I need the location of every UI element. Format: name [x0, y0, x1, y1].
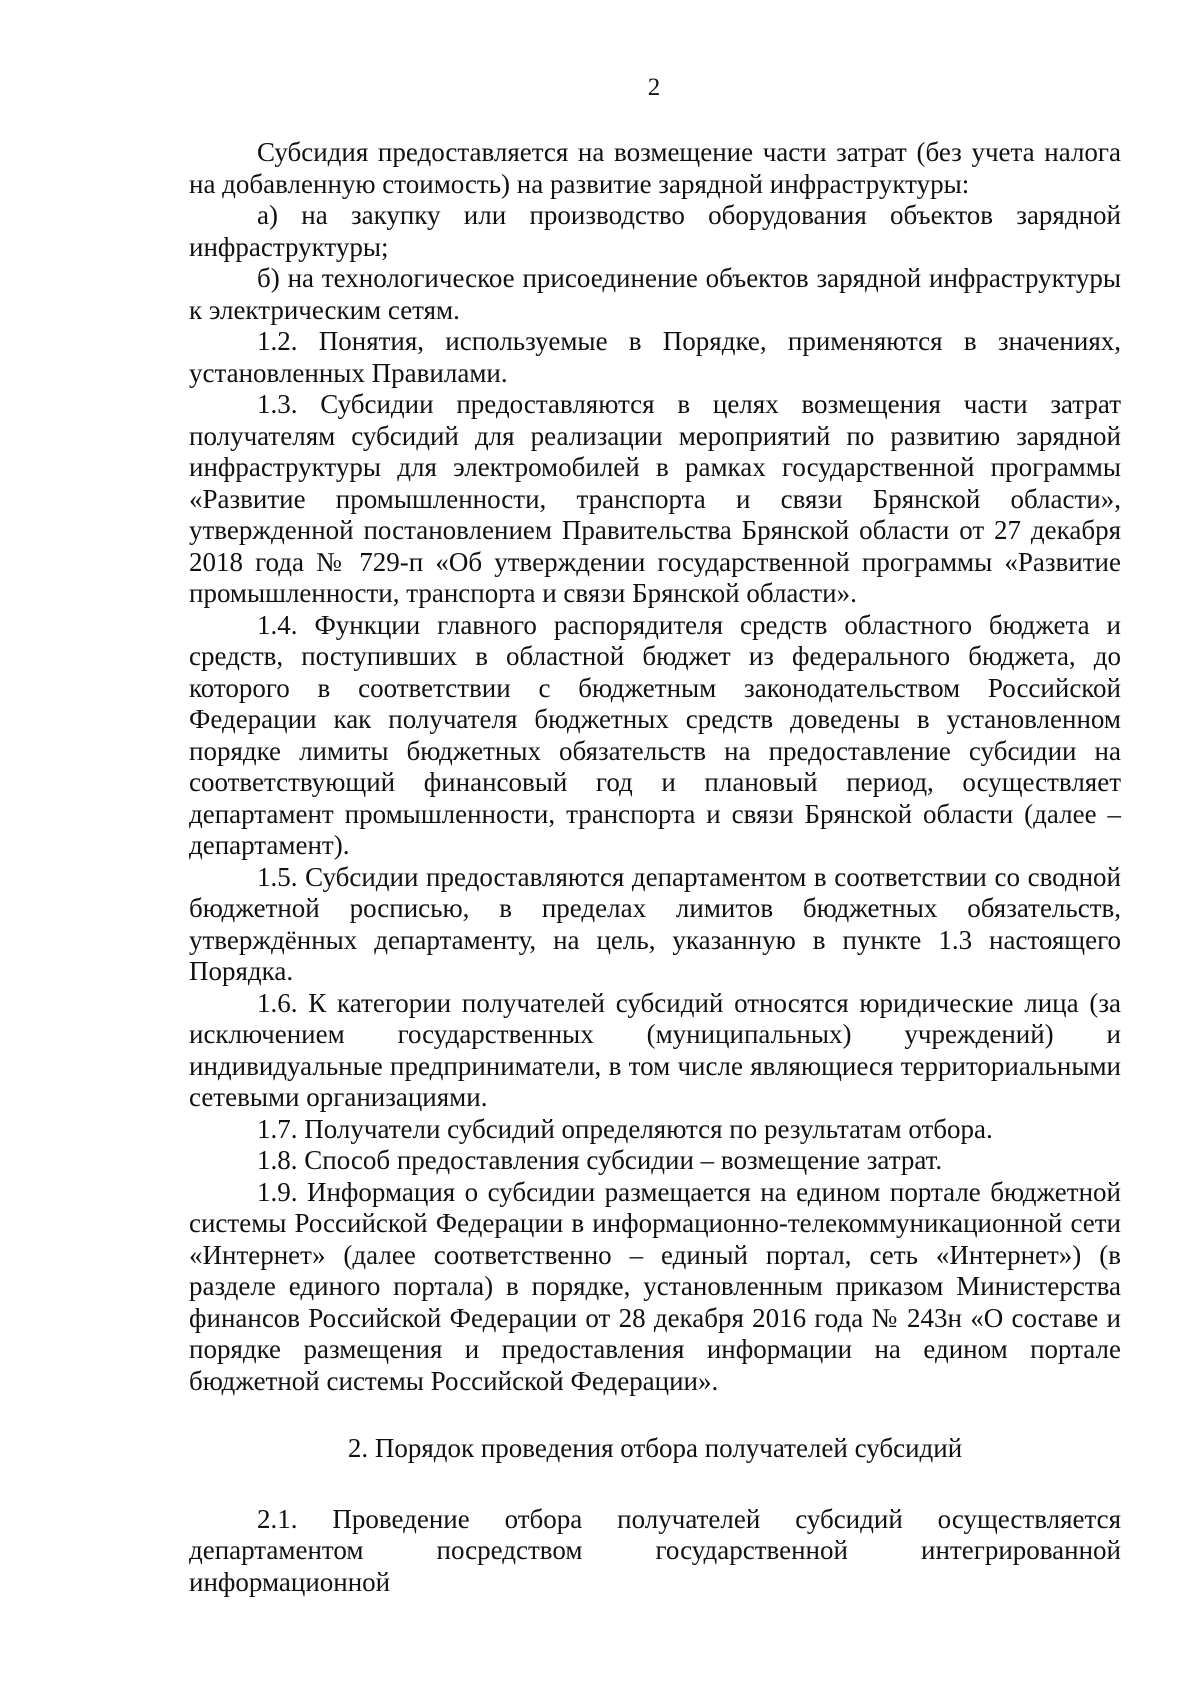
paragraph-1-4: 1.4. Функции главного распорядителя средств областного бюджета и средств, поступивших в областной бюджет из федерального бюджета, до которого в соответствии с бюджетным законодательством Российской Федерации как получателя бюджетных средств доведены в установленном порядке лимиты бюджетных обязательств на предоставление субсидии на соответствующий финансовый год и плановый период, осуществляет департамент промышленности, транспорта и связи Брянской области (далее – департамент). — [189, 609, 1121, 860]
paragraph-item-a: а) на закупку или производство оборудования объектов зарядной инфраструктуры; — [189, 200, 1121, 262]
paragraph-1-6: 1.6. К категории получателей субсидий относятся юридические лица (за исключением государственных (муниципальных) учреждений) и индивидуальные предприниматели, в том числе являющиеся территориальными сетевыми организациями. — [189, 987, 1121, 1112]
paragraph-1-2: 1.2. Понятия, используемые в Порядке, применяются в значениях, установленных Правилами. — [189, 326, 1121, 388]
document-body — [189, 137, 1121, 1598]
paragraph-1-9: 1.9. Информация о субсидии размещается на едином портале бюджетной системы Российской Федерации в информационно-телекоммуникационной сети «Интернет» (далее соответственно – единый портал, сеть «Интернет») (в разделе единого портала) в порядке, установленным приказом Министерства финансов Российской Федерации от 28 декабря 2016 года № 243н «О составе и порядке размещения и предоставления информации на едином портале бюджетной системы Российской Федерации». — [189, 1176, 1121, 1396]
paragraph-1-7: 1.7. Получатели субсидий определяются по результатам отбора. — [257, 1113, 993, 1144]
paragraph-subsidy-intro: Субсидия предоставляется на возмещение части затрат (без учета налога на добавленную стоимость) на развитие зарядной инфраструктуры: — [189, 137, 1121, 199]
paragraph-1-5: 1.5. Субсидии предоставляются департаментом в соответствии со сводной бюджетной росписью, в пределах лимитов бюджетных обязательств, утверждённых департаменту, на цель, указанную в пункте 1.3 настоящего Порядка. — [189, 861, 1121, 986]
paragraph-1-8: 1.8. Способ предоставления субсидии – возмещение затрат. — [257, 1145, 943, 1175]
paragraph-item-b: б) на технологическое присоединение объектов зарядной инфраструктуры к электрическим сетям. — [189, 263, 1121, 325]
page-number: 2 — [647, 74, 661, 101]
section-heading: 2. Порядок проведения отбора получателей субсидий — [347, 1433, 963, 1463]
paragraph-2-1: 2.1. Проведение отбора получателей субсидий осуществляется департаментом посредством государственной интегрированной информационной — [189, 1503, 1121, 1597]
paragraph-1-3: 1.3. Субсидии предоставляются в целях возмещения части затрат получателям субсидий для реализации мероприятий по развитию зарядной инфраструктуры для электромобилей в рамках государственной программы «Развитие промышленности, транспорта и связи Брянской области», утвержденной постановлением Правительства Брянской области от 27 декабря 2018 года № 729-п «Об утверждении государственной программы «Развитие промышленности, транспорта и связи Брянской области». — [189, 389, 1121, 608]
